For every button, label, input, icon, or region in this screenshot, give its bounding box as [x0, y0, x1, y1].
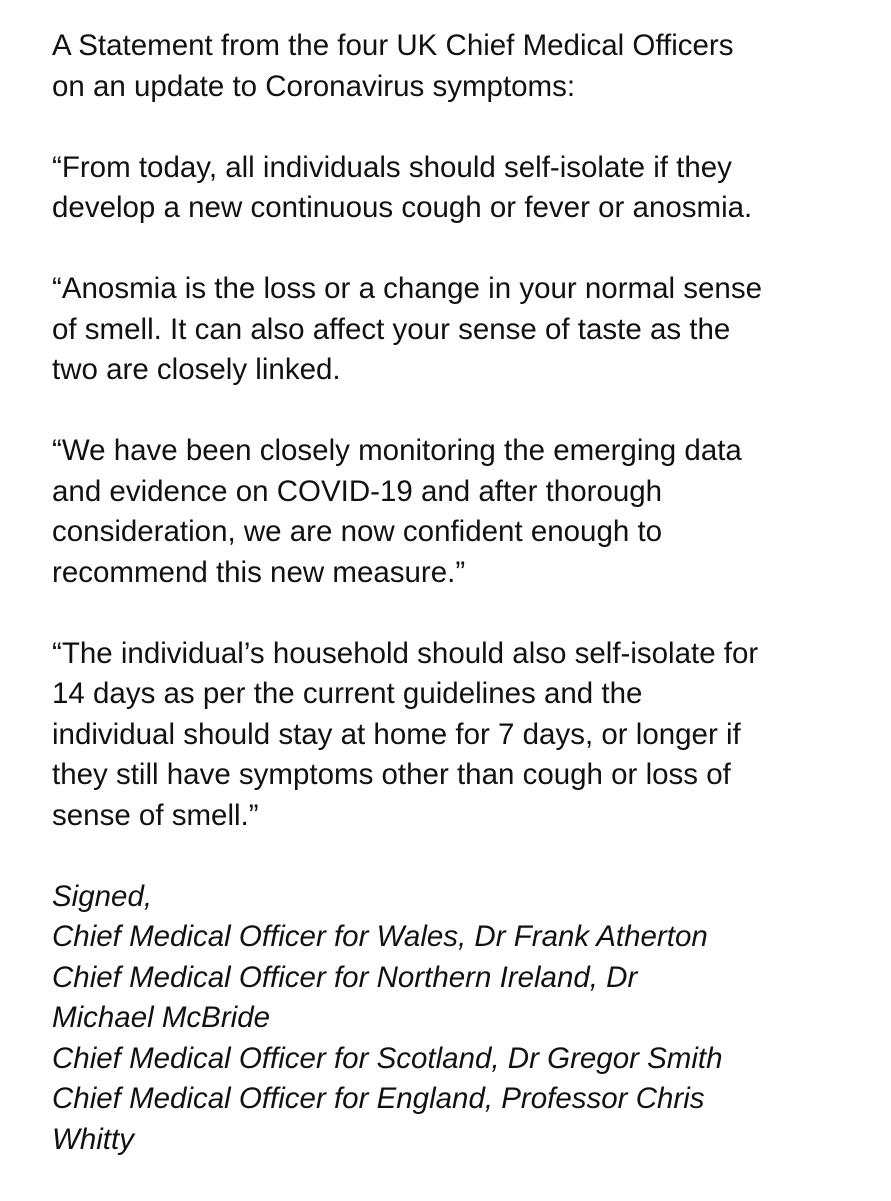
text-line: of smell. It can also affect your sense of taste as the: [52, 312, 731, 346]
heading-line: A Statement from the four UK Chief Medical Officers: [52, 29, 734, 62]
signatory-line: Whitty: [52, 1122, 134, 1156]
text-line: develop a new continuous cough or fever or anosmia.: [52, 191, 753, 224]
text-line: and evidence on COVID-19 and after thorough: [52, 474, 663, 508]
signed-label: Signed,: [52, 879, 153, 913]
text-line: “From today, all individuals should self-isolate if they: [52, 150, 732, 184]
paragraph-anosmia: [52, 269, 882, 391]
statement-heading: [52, 26, 882, 107]
text-line: two are closely linked.: [52, 353, 341, 386]
text-line: recommend this new measure.”: [52, 555, 466, 589]
paragraph-monitoring: [52, 431, 882, 593]
signatory-line: Chief Medical Officer for Scotland, Dr Gregor Smith: [52, 1041, 723, 1075]
signatory-line: Chief Medical Officer for Northern Ireland, Dr: [52, 960, 638, 994]
text-line: “The individual’s household should also self-isolate for: [52, 636, 759, 670]
signatory-line: Michael McBride: [52, 1001, 271, 1034]
text-line: individual should stay at home for 7 days, or longer if: [52, 717, 741, 751]
text-line: they still have symptoms other than cough or loss of: [52, 758, 731, 791]
paragraph-household: [52, 634, 882, 837]
signatory-line: Chief Medical Officer for England, Professor Chris: [52, 1082, 705, 1115]
paragraph-self-isolate: [52, 148, 882, 229]
signatory-line: Chief Medical Officer for Wales, Dr Frank Atherton: [52, 920, 708, 953]
text-line: 14 days as per the current guidelines and the: [52, 677, 643, 710]
text-line: “We have been closely monitoring the emerging data: [52, 434, 742, 467]
signatures-block: [52, 877, 882, 1161]
text-line: sense of smell.”: [52, 798, 259, 832]
text-line: “Anosmia is the loss or a change in your normal sense: [52, 272, 762, 305]
text-line: consideration, we are now confident enough to: [52, 515, 663, 548]
statement-document: [52, 26, 882, 1201]
heading-line: on an update to Coronavirus symptoms:: [52, 69, 576, 103]
